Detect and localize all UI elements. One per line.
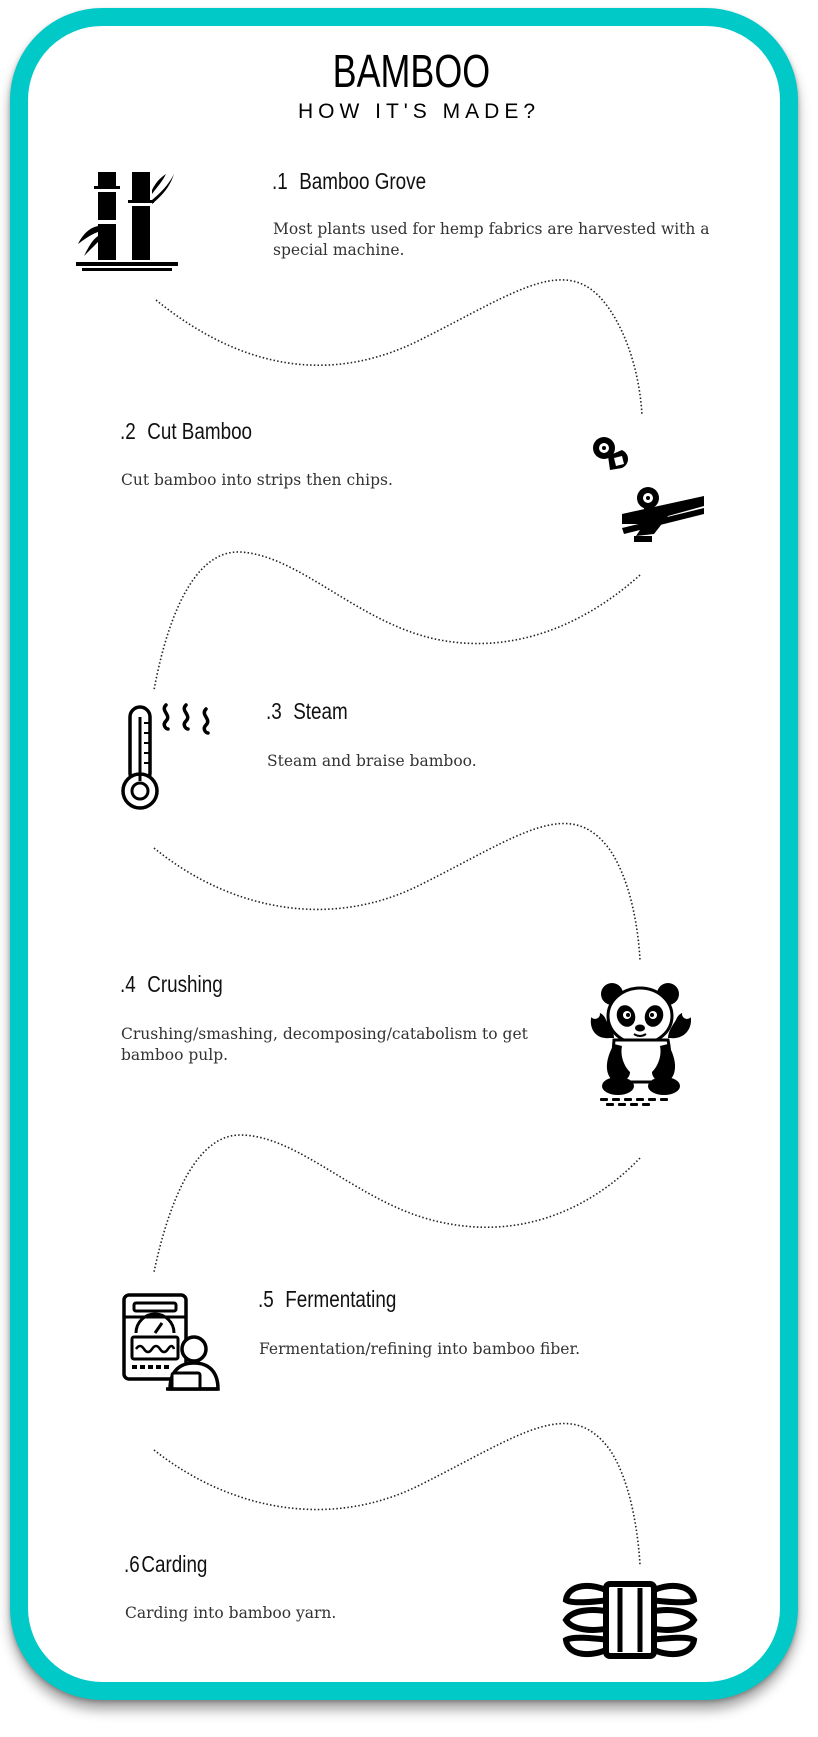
step-1-number: .1 <box>272 168 288 194</box>
panda-icon <box>584 980 702 1108</box>
step-6-title <box>124 1551 207 1578</box>
bamboo-cutting-icon <box>588 434 706 548</box>
step-4-description: Crushing/smashing, decomposing/catabolism to get bamboo pulp. <box>121 1025 528 1064</box>
step-4-title <box>120 971 223 998</box>
step-2-number: .2 <box>120 418 136 444</box>
step-1-title <box>272 168 426 195</box>
connector-5-6 <box>154 1424 640 1565</box>
bamboo-grove-icon <box>74 170 180 276</box>
page-subtitle: HOW IT'S MADE? <box>297 100 541 123</box>
step-4-number: .4 <box>120 971 136 997</box>
connector-2-3 <box>154 552 640 690</box>
step-6-description: Carding into bamboo yarn. <box>125 1604 337 1622</box>
connector-1-2 <box>156 280 642 415</box>
connector-3-4 <box>154 824 640 960</box>
step-6-number: .6 <box>124 1551 140 1577</box>
yarn-skein-icon <box>562 1580 698 1660</box>
thermometer-steam-icon <box>118 703 226 813</box>
fermentation-machine-icon <box>122 1293 220 1391</box>
step-1-label: Bamboo Grove <box>299 168 427 194</box>
step-3-description: Steam and braise bamboo. <box>267 752 477 770</box>
page-title: BAMBOO <box>332 45 491 97</box>
step-4-label: Crushing <box>147 971 223 997</box>
step-3-number: .3 <box>266 698 282 724</box>
step-5-title <box>258 1286 396 1313</box>
step-2-description: Cut bamboo into strips then chips. <box>121 471 393 489</box>
step-2-label: Cut Bamboo <box>147 418 253 444</box>
step-5-number: .5 <box>258 1286 274 1312</box>
step-1-description: Most plants used for hemp fabrics are harvested with a special machine. <box>273 220 710 259</box>
step-3-title <box>266 698 348 725</box>
step-5-description: Fermentation/refining into bamboo fiber. <box>259 1340 581 1358</box>
step-2-title <box>120 418 252 445</box>
step-6-label: Carding <box>141 1551 208 1577</box>
step-5-label: Fermentating <box>285 1286 397 1312</box>
connector-4-5 <box>154 1135 640 1272</box>
step-3-label: Steam <box>293 698 348 724</box>
